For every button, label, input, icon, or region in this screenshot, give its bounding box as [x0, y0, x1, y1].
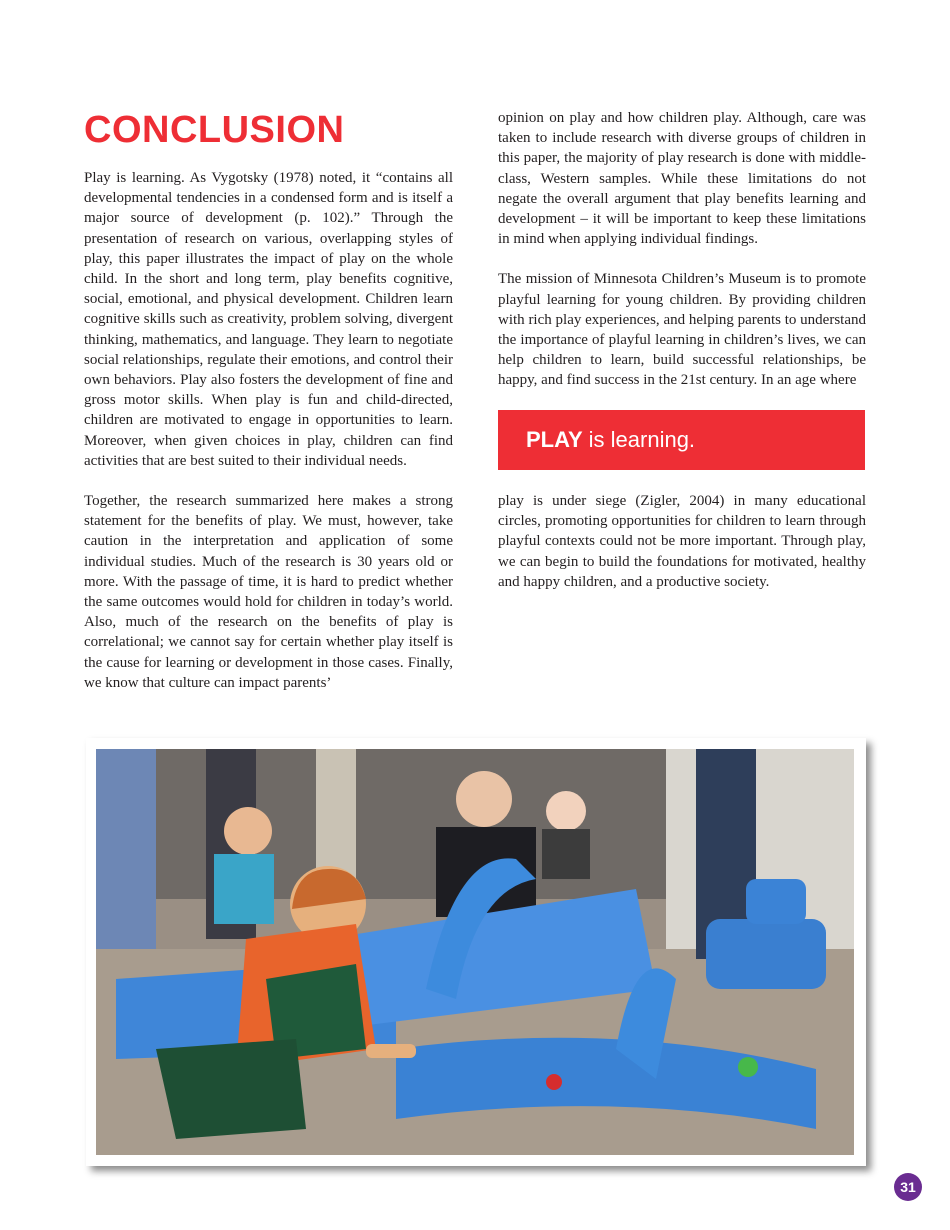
paragraph: opinion on play and how children play. Although, care was taken to include research with diverse groups of children in this paper, the majority of play research is done with middle-class, Western samples. While these limitations do not negate the overall argument that play benefits learning and development – it will be important to keep these limitations in mind when applying individual findings.	[498, 110, 866, 248]
pull-quote-text: is learning.	[588, 427, 696, 452]
children-playing-photo	[96, 749, 854, 1155]
baby-outfit	[542, 829, 590, 879]
photo-illustration	[96, 749, 854, 1155]
right-column	[498, 108, 866, 411]
left-column	[84, 168, 453, 713]
paragraph: Together, the research summarized here makes a strong statement for the benefits of play. We must, however, take caution in the interpretation and application of some individual studies. Much of the research is 30 years old or more. With the passage of time, it is hard to predict whether the same outcomes would hold for children in today’s world. Also, much of the research on the benefits of play is correlational; we cannot say for certain whether play itself is the cause for learning or development in those cases. Finally, we know that culture can impact parents’	[84, 493, 453, 691]
boy-hand	[366, 1044, 416, 1058]
right-column-continued	[498, 491, 866, 612]
toddler-head	[224, 807, 272, 855]
adult-legs	[96, 749, 156, 949]
photo-frame	[86, 738, 866, 1166]
red-ball	[546, 1074, 562, 1090]
foam-block	[706, 919, 826, 989]
page-title: CONCLUSION	[84, 109, 345, 151]
toddler-shirt	[214, 854, 274, 924]
green-ball	[738, 1057, 758, 1077]
paragraph: play is under siege (Zigler, 2004) in many educational circles, promoting opportunities for children to learn through playful contexts could not be more important. Through play, we can begin to build the foundations for motivated, healthy and happy children, and a productive society.	[498, 493, 866, 590]
foam-block	[746, 879, 806, 924]
pull-quote-banner	[498, 410, 865, 470]
paragraph: Play is learning. As Vygotsky (1978) noted, it “contains all developmental tendencies in a condensed form and is itself a major source of development (p. 102).” Through the presentation of research on various, overlapping styles of play, this paper illustrates the impact of play on the whole child. In the short and long term, play benefits cognitive, social, emotional, and physical development. Children learn cognitive skills such as creativity, problem solving, divergent thinking, mathematics, and language. They learn to negotiate social relationships, regulate their emotions, and control their own behaviors. Play also fosters the development of fine and gross motor skills. When play is fun and child-directed, children are motivated to engage in opportunities to learn. Moreover, when given choices in play, children can find activities that are best suited to their individual needs.	[84, 170, 453, 469]
pull-quote-emphasis: PLAY	[526, 427, 583, 452]
woman-head	[456, 771, 512, 827]
boy-pants	[156, 1039, 306, 1139]
paragraph: The mission of Minnesota Children’s Museum is to promote playful learning for young children. By providing children with rich play experiences, and helping parents to understand the importance of playful learning in children’s lives, we can help children to learn, build successful relationships, be happy, and find success in the 21st century. In an age where	[498, 271, 866, 389]
baby-head	[546, 791, 586, 831]
page-number: 31	[894, 1173, 922, 1201]
